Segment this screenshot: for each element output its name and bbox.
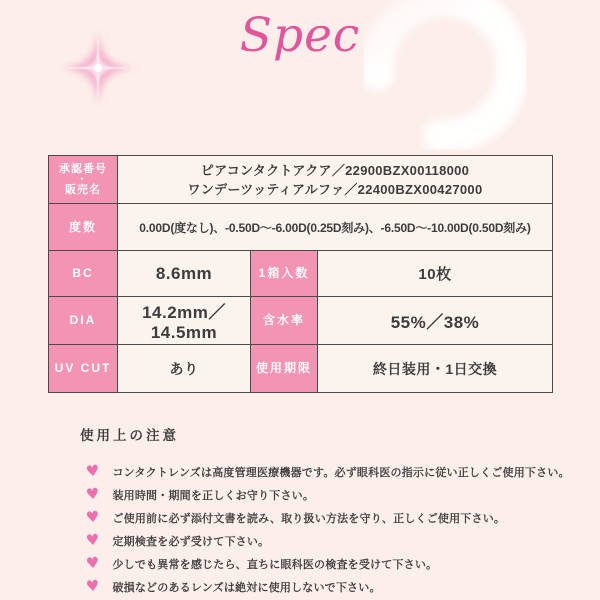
heart-icon: ♥ [85,576,101,596]
uv-cut-value-cell: あり [118,345,250,392]
note-text: 破損などのあるレンズは絶対に使用しないで下さい。 [112,581,381,594]
list-item [86,460,570,483]
approval-label-top: 承認番号 [59,163,107,175]
heart-icon: ♥ [85,507,101,527]
power-value-cell: 0.00D(度なし)、-0.50D～-6.00D(0.25D刻み)、-6.50D～-10.00D(0.50D刻み) [118,204,552,250]
page-title: Spec [239,8,361,63]
row-header-usage-period: 使用期限 [251,345,317,392]
water-content-value-cell: 55%／38% [318,297,552,344]
usage-notes-heading: 使用上の注意 [80,428,179,443]
heart-icon: ♥ [85,553,101,573]
note-text: 定期検査を必ず受けて下さい。 [112,535,270,548]
approval-value-line2: ワンデーツッティアルファ／22400BZX00427000 [187,181,483,197]
usage-notes-section [80,424,570,598]
spec-table [48,155,553,393]
note-text: ご使用前に必ず添付文書を読み、取り扱い方法を守り、正しくご使用下さい。 [112,512,506,525]
approval-value-line1: ピアコンタクトアクア／22900BZX00118000 [200,162,470,178]
per-box-value-cell: 10枚 [318,251,552,296]
note-text: コンタクトレンズは高度管理医療機器です。必ず眼科医の指示に従い正しくご使用下さい。 [112,466,570,479]
list-item [86,483,570,506]
row-header-approval-number [49,156,117,203]
heart-icon: ♥ [85,484,101,504]
list-item [86,506,570,529]
list-item [86,552,570,575]
approval-label-bottom: 販売名 [65,184,101,196]
usage-period-value-cell: 終日装用・1日交換 [318,345,552,392]
row-header-per-box: 1箱入数 [251,251,317,296]
row-header-water-content: 含水率 [251,297,317,344]
row-header-power: 度数 [49,204,117,250]
list-item [86,575,570,598]
dia-value-cell: 14.2mm／14.5mm [118,297,250,344]
row-header-bc: BC [49,251,117,296]
heart-icon: ♥ [85,530,101,550]
row-header-uv-cut: UV CUT [49,345,117,392]
note-text: 装用時間・期間を正しくお守り下さい。 [112,489,315,502]
bc-value-cell: 8.6mm [118,251,250,296]
list-item [86,529,570,552]
heart-icon: ♥ [85,461,101,481]
approval-value-cell [118,156,552,203]
row-header-dia: DIA [49,297,117,344]
approval-label-dot: ・ [77,174,89,184]
note-text: 少しでも異常を感じたら、直ちに眼科医の検査を受けて下さい。 [112,558,438,571]
